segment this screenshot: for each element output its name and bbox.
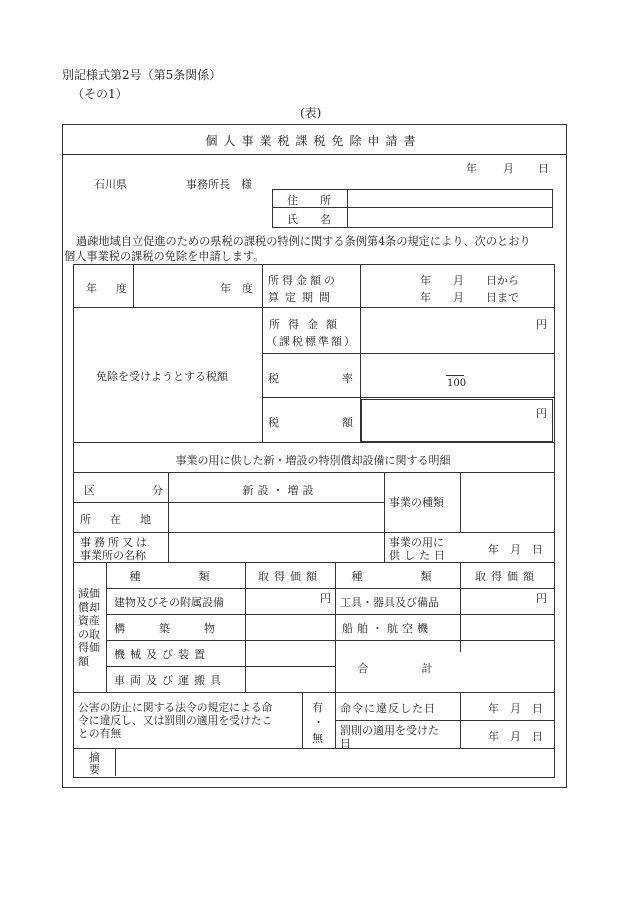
violation-date-value: 年 月 日 [488, 702, 543, 715]
period-to: 年 月 日まで [420, 291, 519, 304]
new-expansion-label: 新設・増設 [242, 484, 318, 497]
dep-h4 [106, 666, 335, 667]
price-structures-field[interactable] [248, 618, 332, 638]
business-type-field[interactable] [463, 476, 551, 530]
applicant-vdivider [347, 189, 348, 227]
asset-ships: 船舶・航空機 [342, 622, 432, 635]
asset-machinery: 機械及び装置 [114, 648, 210, 661]
price-buildings-field[interactable] [248, 592, 318, 612]
tax-row-1-bottom [262, 353, 554, 354]
date-day: 日 [538, 162, 549, 175]
col-price-header: 取得価額 [258, 570, 322, 583]
period-label-2: 算定期間 [268, 291, 336, 304]
location-label: 所 在 地 [80, 513, 155, 526]
asset-tools: 工具・器具及び備品 [340, 596, 439, 609]
recipient-office: 事務所長 様 [186, 178, 252, 191]
form-number: 別記様式第2号（第5条関係） [62, 68, 222, 82]
date-month: 月 [503, 162, 514, 175]
tax-amount-field[interactable] [361, 399, 553, 442]
rate-fraction-bar [446, 375, 464, 376]
rate-numerator-field[interactable] [440, 357, 470, 373]
tax-row-2-bottom [262, 397, 554, 398]
poll-bottom [73, 748, 554, 749]
detail-v1 [168, 472, 169, 562]
income-label-1: 所得金額 [269, 318, 345, 331]
no-option[interactable]: 無 [312, 732, 323, 745]
period-from: 年 月 日から [420, 274, 519, 287]
rate-label-a: 税 [268, 372, 279, 385]
remarks-v [115, 748, 116, 776]
period-label-1: 所得金額の [268, 274, 338, 287]
year-label-nen: 年 [86, 282, 97, 295]
office-name-label-2: 事業所の名称 [80, 549, 146, 562]
asset-structures: 構 築 物 [114, 622, 219, 635]
fiscal-year-label: 年 度 [220, 282, 253, 295]
office-name-field[interactable] [171, 536, 381, 560]
date-year: 年 [466, 162, 477, 175]
left-price-yen: 円 [320, 592, 331, 605]
income-yen: 円 [536, 318, 547, 331]
remarks-label-1: 摘 [89, 751, 100, 764]
tax-section-label: 免除を受けようとする税額 [96, 370, 228, 383]
poll-v1 [302, 692, 303, 748]
income-label-2: （課税標準額） [266, 335, 357, 348]
price-machinery-field[interactable] [248, 644, 332, 664]
col-kind-header: 種 類 [129, 570, 222, 583]
detail-row2-bottom [73, 532, 554, 533]
business-type-label: 事業の種類 [389, 496, 444, 509]
dep-h2 [106, 614, 554, 615]
form-part: （その1） [72, 87, 128, 101]
pollution-text-3: との有無 [78, 727, 122, 740]
used-date-label-1: 事業の用に [389, 536, 444, 549]
tax-label-a: 税 [268, 416, 279, 429]
name-field[interactable] [350, 209, 548, 225]
col-kind2-header: 種 類 [351, 570, 444, 583]
pollution-text-1: 公害の防止に関する法令の規定による命 [78, 701, 273, 714]
dep-h1 [106, 588, 554, 589]
detail-v3 [460, 472, 461, 532]
detail-v2 [384, 472, 385, 562]
total-field[interactable] [463, 644, 551, 690]
detail-row1-bottom [73, 502, 384, 503]
total-label: 合 計 [357, 662, 438, 675]
right-price-yen: 円 [536, 592, 547, 605]
yes-option[interactable]: 有 [312, 701, 323, 714]
office-name-label-1: 事務所又は [80, 536, 150, 549]
dep-bottom [73, 692, 554, 693]
title-divider [62, 154, 566, 155]
price-vehicles-field[interactable] [248, 670, 332, 690]
violation-date-label: 命令に違反した日 [340, 702, 436, 715]
col-price2-header: 取得価額 [475, 570, 539, 583]
depreciation-side-label: 減価 償却 資産 の取 得価 額 [78, 587, 100, 668]
statement-line-2: 個人事業税の課税の免除を申請します。 [64, 250, 265, 263]
penalty-date-label-2: 日 [340, 737, 351, 750]
rate-denominator: 100 [447, 378, 467, 389]
dep-h3 [106, 640, 554, 641]
price-ships-field[interactable] [463, 618, 551, 638]
kubun-a: 区 [84, 484, 95, 497]
pollution-text-2: 令に違反し、又は罰則の適用を受けたこ [78, 714, 273, 727]
rate-label-b: 率 [342, 372, 353, 385]
price-tools-field[interactable] [463, 592, 533, 612]
address-field[interactable] [350, 190, 548, 206]
asset-buildings: 建物及びその附属設備 [114, 596, 224, 609]
form-side: (表) [300, 106, 322, 120]
address-label: 住 所 [287, 194, 331, 207]
detail-top [73, 442, 554, 443]
tax-yen: 円 [536, 407, 547, 420]
income-amount-field[interactable] [362, 310, 532, 350]
asset-vehicles: 車両及び運搬具 [114, 674, 226, 687]
detail-heading-bottom [73, 472, 554, 473]
remarks-field[interactable] [118, 750, 550, 774]
form-title: 個人事業税課税免除申請書 [205, 134, 422, 148]
used-date-value: 年 月 日 [488, 543, 543, 556]
penalty-date-label-1: 罰則の適用を受けた [340, 724, 439, 737]
poll-h1 [335, 720, 554, 721]
name-label: 氏 名 [287, 213, 331, 226]
kubun-b: 分 [152, 484, 163, 497]
tax-label-b: 額 [342, 416, 353, 429]
period-v1 [133, 264, 134, 307]
detail-heading: 事業の用に供した新・増設の特別償却設備に関する明細 [175, 454, 451, 467]
period-row-bottom [73, 307, 554, 308]
yes-no-separator: ・ [313, 716, 324, 729]
used-date-label-2: 供した日 [389, 549, 449, 562]
penalty-date-value: 年 月 日 [488, 730, 543, 743]
year-label-do: 度 [116, 282, 127, 295]
remarks-label-2: 要 [89, 763, 100, 776]
recipient-prefecture: 石川県 [94, 178, 127, 191]
statement-line-1: 過疎地域自立促進のための県税の課税の特例に関する条例第4条の規定により、次のとおり [76, 235, 531, 248]
location-field[interactable] [171, 506, 381, 530]
